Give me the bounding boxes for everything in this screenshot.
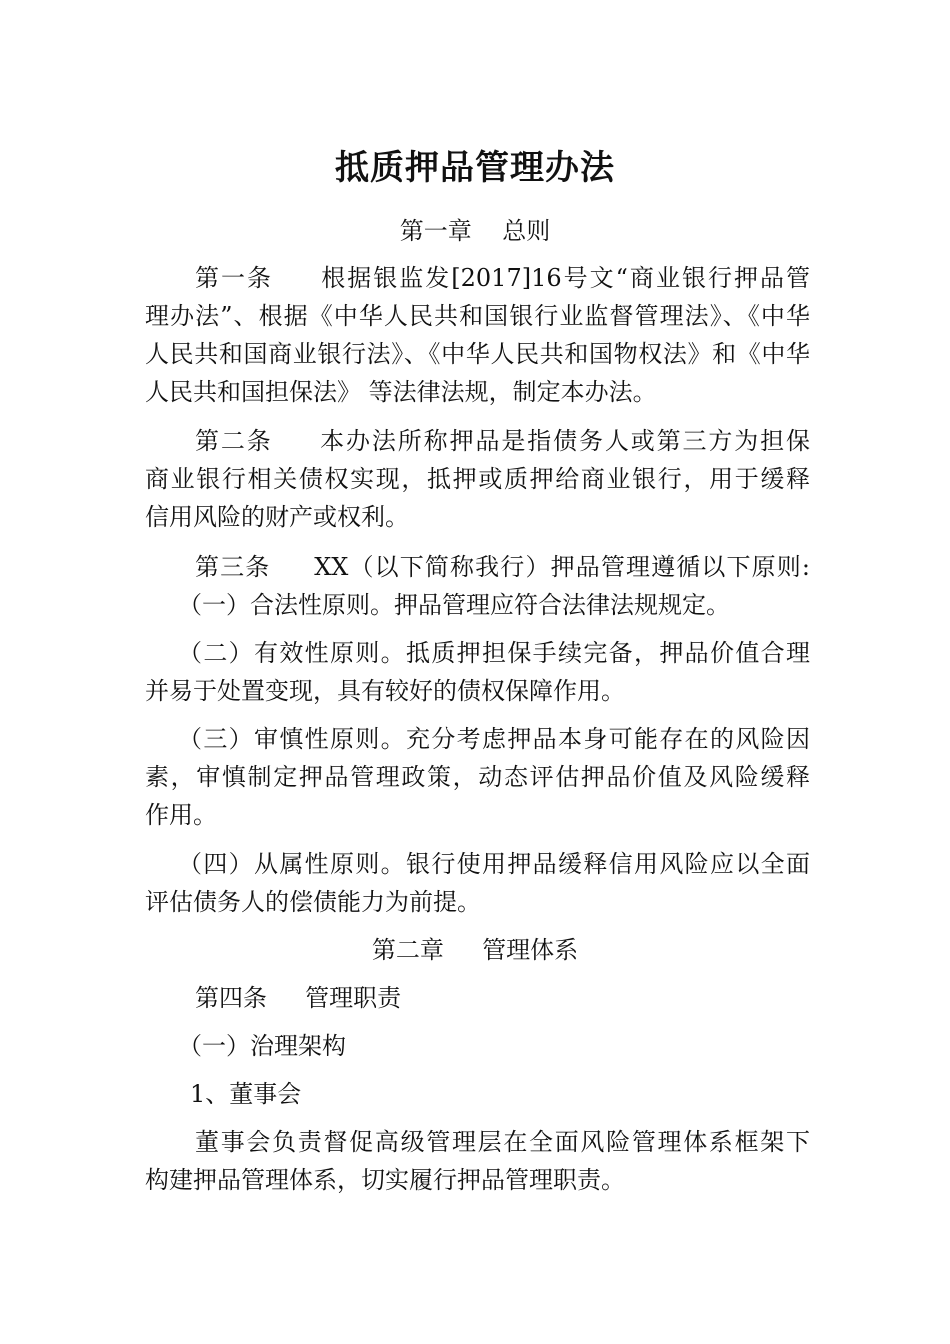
article-2-line-1: 第二条 本办法所称押品是指债务人或第三方为担保 bbox=[195, 427, 810, 455]
section-heading: （一）治理架构 bbox=[178, 1032, 346, 1060]
article-1-line-1: 第一条 根据银监发[2017]16号文“商业银行押品管 bbox=[195, 264, 810, 292]
board-duty-line-1: 董事会负责督促高级管理层在全面风险管理体系框架下 bbox=[195, 1128, 810, 1156]
board-duty-line-2: 构建押品管理体系，切实履行押品管理职责。 bbox=[145, 1166, 625, 1194]
article-1-line-4: 人民共和国担保法》 等法律法规，制定本办法。 bbox=[145, 378, 657, 406]
article-3-line-1: 第三条 XX（以下简称我行）押品管理遵循以下原则: bbox=[195, 553, 810, 581]
principle-3-line-2: 素，审慎制定押品管理政策，动态评估押品价值及风险缓释 bbox=[145, 763, 810, 791]
principle-3-line-3: 作用。 bbox=[145, 801, 217, 829]
principle-4-line-2: 评估债务人的偿债能力为前提。 bbox=[145, 888, 481, 916]
principle-3-line-1: （三）审慎性原则。充分考虑押品本身可能存在的风险因 bbox=[178, 725, 810, 753]
subsection-heading: 1、董事会 bbox=[190, 1080, 302, 1108]
principle-2-line-1: （二）有效性原则。抵质押担保手续完备，押品价值合理 bbox=[178, 639, 810, 667]
article-2-line-2: 商业银行相关债权实现，抵押或质押给商业银行，用于缓释 bbox=[145, 465, 810, 493]
article-2-line-3: 信用风险的财产或权利。 bbox=[145, 503, 409, 531]
principle-1: （一）合法性原则。押品管理应符合法律法规规定。 bbox=[178, 591, 730, 619]
article-1-line-2: 理办法”、根据《中华人民共和国银行业监督管理法》、《中华 bbox=[145, 302, 810, 330]
article-1-line-3: 人民共和国商业银行法》、《中华人民共和国物权法》和《中华 bbox=[145, 340, 810, 368]
principle-4-line-1: （四）从属性原则。银行使用押品缓释信用风险应以全面 bbox=[178, 850, 810, 878]
principle-2-line-2: 并易于处置变现，具有较好的债权保障作用。 bbox=[145, 677, 625, 705]
article-4-heading: 第四条 管理职责 bbox=[195, 984, 402, 1012]
document-title: 抵质押品管理办法 bbox=[335, 148, 615, 188]
chapter-1-heading: 第一章 总则 bbox=[399, 217, 551, 245]
chapter-2-heading: 第二章 管理体系 bbox=[371, 936, 579, 964]
